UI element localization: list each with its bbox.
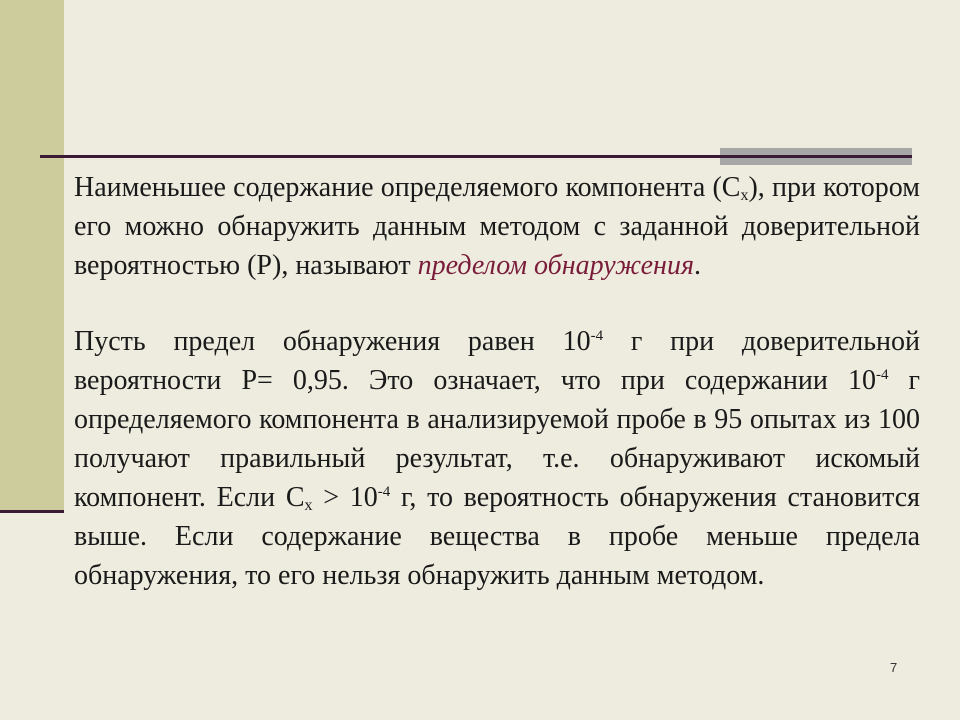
definition-paragraph <box>74 168 920 285</box>
superscript-exponent: -4 <box>875 367 889 383</box>
definition-text <box>74 168 920 285</box>
detection-limit-term: пределом обнаружения <box>417 250 694 281</box>
divider-line-overlay <box>720 155 912 158</box>
example-text-part-1: Пусть предел обнаружения равен 10 <box>74 326 591 357</box>
slide-body <box>74 168 920 595</box>
example-text-part-5: г, то вероятность обнаружения становится выше. Если содержание вещества в пробе меньше предела обнаружения, то его нельзя обнаружить данным методом. <box>74 482 920 591</box>
definition-period: . <box>693 250 701 281</box>
definition-text-part-2: ), при котором его можно обнаружить данным методом с заданной доверительной вероятностью (Р), называют <box>74 172 920 281</box>
example-text-part-3: г определяемого компонента в анализируемой пробе в 95 опытах из 100 получают правильный результат, т.е. обнаруживают искомый компонент. Если С <box>74 365 920 513</box>
superscript-exponent: -4 <box>590 328 604 344</box>
example-text <box>74 322 920 595</box>
example-text-part-2: г при доверительной вероятности Р= 0,95. Это означает, что при содержании 10 <box>74 326 920 396</box>
page-number: 7 <box>890 660 898 675</box>
example-paragraph <box>74 322 920 595</box>
subscript-x: х <box>304 497 313 514</box>
left-band-underline <box>0 510 64 513</box>
superscript-exponent: -4 <box>377 484 391 500</box>
definition-text-part-1: Наименьшее содержание определяемого компонента (С <box>74 172 741 203</box>
left-decorative-band <box>0 0 64 512</box>
subscript-x: х <box>740 187 749 204</box>
example-text-part-4: > 10 <box>312 482 378 513</box>
